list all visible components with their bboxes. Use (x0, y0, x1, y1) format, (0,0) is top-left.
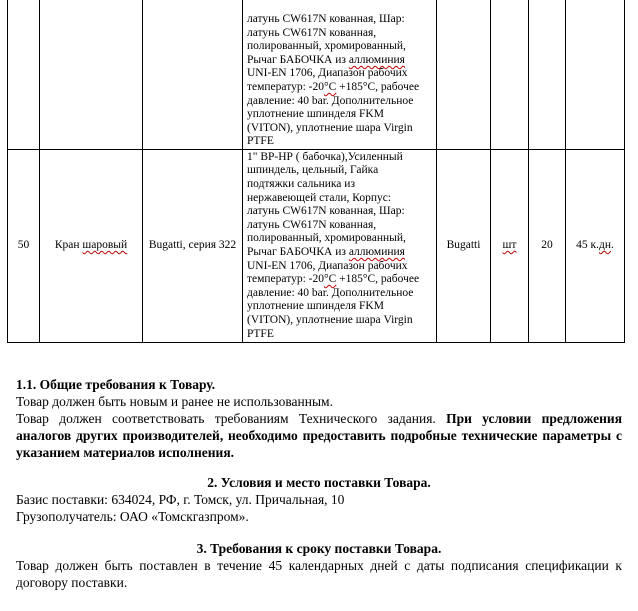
cell-description (243, 150, 437, 343)
desc-line: (VITON), уплотнение шара Virgin (247, 121, 413, 134)
desc-line: 1" ВР-НР ( бабочка),Усиленный (247, 150, 403, 163)
cell-unit (491, 0, 529, 150)
section-heading: 2. Условия и место поставки Товара. (207, 475, 431, 490)
section-general-requirements (16, 376, 622, 461)
cell-brand: Bugatti, серия 322 (143, 150, 243, 343)
section-delivery-conditions (16, 474, 622, 525)
desc-line: давление: 40 bar. Дополнительное (247, 286, 414, 299)
desc-line: UNI-EN 1706, Диапазон рабочих (247, 259, 408, 272)
cell-qty: 20 (529, 150, 566, 343)
cell-num (8, 0, 40, 150)
desc-line: UNI-EN 1706, Диапазон рабочих (247, 67, 408, 80)
cell-unit (491, 150, 529, 343)
cell-delivery: 45 к.дн. (566, 150, 625, 343)
spellcheck-word: аллюминия (348, 246, 405, 258)
desc-line: латунь CW617N кованная, (247, 218, 377, 231)
table-row-50 (8, 150, 625, 343)
cell-qty (529, 0, 566, 150)
spellcheck-word: аллюминия (348, 53, 405, 66)
delivery-basis: Базис поставки: 634024, РФ, г. Томск, ул. Причальная, 10 (16, 492, 345, 507)
desc-line: температур: -20°С +185°С, рабочее (247, 81, 420, 94)
desc-line: Рычаг БАБОЧКА из аллюминия (247, 246, 405, 258)
desc-line: подтяжки сальника из (247, 178, 355, 191)
section-delivery-term (16, 540, 622, 591)
desc-line: PTFE (247, 327, 274, 340)
spellcheck-word: °С (324, 81, 337, 94)
paragraph: Товар должен быть новым и ранее не использованным. (16, 394, 333, 409)
spellcheck-word: дн (598, 239, 611, 252)
spellcheck-word: °С (324, 273, 337, 286)
desc-line: уплотнение шпинделя FKM (247, 108, 384, 121)
cell-description (243, 0, 437, 150)
desc-line: давление: 40 bar. Дополнительное (247, 94, 414, 107)
unit-value: шт (502, 239, 517, 252)
desc-line: полированный, хромированный, (247, 40, 406, 53)
specification-table (7, 0, 625, 343)
consignee: Грузополучатель: ОАО «Томскгазпром». (16, 509, 249, 524)
desc-line: латунь CW617N кованная, Шар: (247, 13, 405, 26)
desc-line: (VITON), уплотнение шара Virgin (247, 313, 413, 326)
cell-name: Кран шаровый (40, 150, 143, 343)
spellcheck-word: шаровый (82, 239, 128, 252)
desc-line: температур: -20°С +185°С, рабочее (247, 273, 420, 286)
desc-line: полированный, хромированный, (247, 232, 406, 245)
cell-name (40, 0, 143, 150)
section-heading: 3. Требования к сроку поставки Товара. (196, 541, 442, 556)
paragraph: Товар должен быть поставлен в течение 45 календарных дней с даты подписания спецификации к договору поставки. (16, 558, 622, 590)
table-row-previous (8, 0, 625, 150)
section-heading: 1.1. Общие требования к Товару. (16, 377, 216, 392)
cell-manufacturer (437, 0, 491, 150)
desc-line: нержавеющей стали, Корпус: (247, 191, 392, 204)
cell-num: 50 (8, 150, 40, 343)
desc-line: шпиндель, цельный, Гайка (247, 164, 379, 177)
cell-delivery (566, 0, 625, 150)
paragraph: Товар должен соответствовать требованиям Технического задания. При условии предложения аналогов других производителей, необходимо предоставить подробные технические параметры с указанием материалов исполнения. (16, 411, 622, 460)
cell-brand (143, 0, 243, 150)
desc-line: PTFE (247, 135, 274, 148)
desc-line: латунь CW617N кованная, Шар: (247, 205, 405, 218)
desc-line: латунь CW617N кованная, (247, 26, 377, 39)
desc-line: Рычаг БАБОЧКА из аллюминия (247, 53, 405, 66)
desc-line: уплотнение шпинделя FKM (247, 300, 384, 313)
cell-manufacturer: Bugatti (437, 150, 491, 343)
